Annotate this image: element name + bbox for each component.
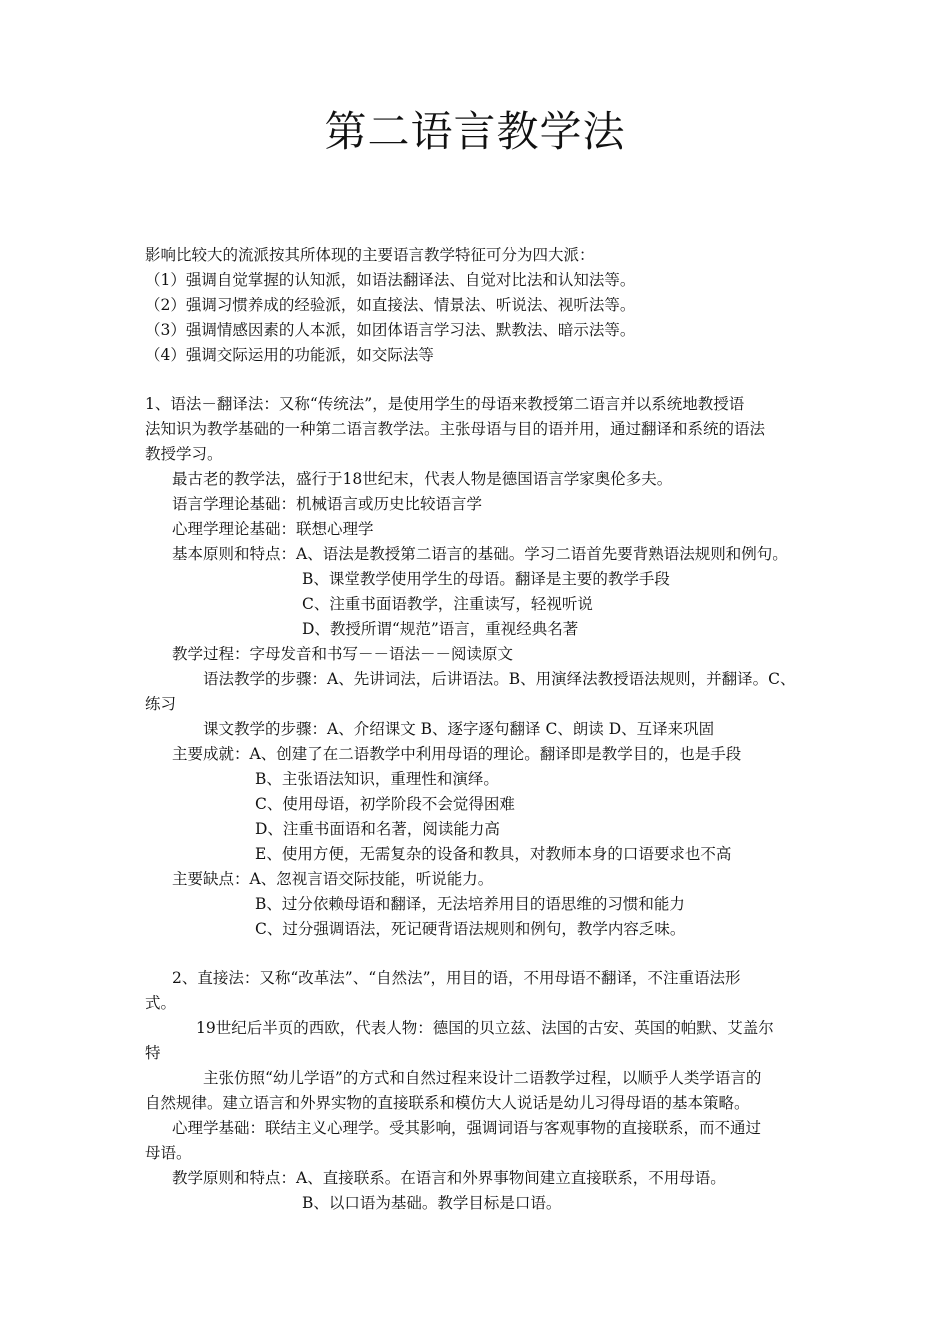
section2-heading-line-1: 2、直接法：又称“改革法”、“自然法”，用目的语，不用母语不翻译，不注重语法形 — [172, 969, 741, 987]
section1-heading-line-2: 法知识为教学基础的一种第二语言教学法。主张母语与目的语并用，通过翻译和系统的语法 — [145, 420, 766, 438]
section2-psychology-line-2: 母语。 — [145, 1144, 192, 1162]
section1-process: 教学过程：字母发音和书写－－语法－－阅读原文 — [172, 645, 514, 663]
page-title: 第二语言教学法 — [324, 107, 626, 156]
section2-principle-a: 教学原则和特点：A、直接联系。在语言和外界事物间建立直接联系，不用母语。 — [172, 1169, 726, 1187]
section2-claim-line-1: 主张仿照“幼儿学语”的方式和自然过程来设计二语教学过程，以顺乎人类学语言的 — [203, 1069, 762, 1087]
section2-claim-line-2: 自然规律。建立语言和外界实物的直接联系和模仿大人说话是幼儿习得母语的基本策略。 — [145, 1094, 750, 1112]
intro-lead: 影响比较大的流派按其所体现的主要语言教学特征可分为四大派： — [145, 246, 595, 264]
section1-grammar-steps-line-1: 语法教学的步骤：A、先讲词法，后讲语法。B、用演绎法教授语法规则，并翻译。C、 — [203, 670, 796, 688]
section2-psychology-line-1: 心理学基础：联结主义心理学。受其影响，强调词语与客观事物的直接联系，而不通过 — [172, 1119, 762, 1137]
section1-origin: 最古老的教学法，盛行于18世纪末，代表人物是德国语言学家奥伦多夫。 — [172, 470, 673, 488]
section2-heading-line-2: 式。 — [145, 994, 177, 1012]
section1-achievement-e: E、使用方便，无需复杂的设备和教具，对教师本身的口语要求也不高 — [255, 845, 732, 863]
section1-shortcoming-b: B、过分依赖母语和翻译，无法培养用目的语思维的习惯和能力 — [255, 895, 685, 913]
intro-item-4: （4）强调交际运用的功能派，如交际法等 — [145, 346, 434, 364]
section1-achievement-b: B、主张语法知识，重理性和演绎。 — [255, 770, 499, 788]
section1-heading-line-3: 教授学习。 — [145, 445, 223, 463]
section1-linguistics: 语言学理论基础：机械语言或历史比较语言学 — [172, 495, 483, 513]
section1-principle-a: 基本原则和特点：A、语法是教授第二语言的基础。学习二语首先要背熟语法规则和例句。 — [172, 545, 788, 563]
section1-heading-line-1: 1、语法－翻译法：又称“传统法”，是使用学生的母语来教授第二语言并以系统地教授语 — [145, 395, 745, 413]
section1-principle-d: D、教授所谓“规范”语言，重视经典名著 — [302, 620, 579, 638]
section1-grammar-steps-line-2: 练习 — [145, 695, 177, 713]
intro-item-3: （3）强调情感因素的人本派，如团体语言学习法、默教法、暗示法等。 — [145, 321, 636, 339]
intro-item-2: （2）强调习惯养成的经验派，如直接法、情景法、听说法、视听法等。 — [145, 296, 636, 314]
section2-principle-b: B、以口语为基础。教学目标是口语。 — [302, 1194, 562, 1212]
section1-shortcoming-a: 主要缺点：A、忽视言语交际技能，听说能力。 — [172, 870, 494, 888]
section1-achievement-d: D、注重书面语和名著，阅读能力高 — [255, 820, 500, 838]
section2-origin-line-1: 19世纪后半页的西欧，代表人物：德国的贝立兹、法国的古安、英国的帕默、艾盖尔 — [196, 1019, 774, 1037]
section1-text-steps: 课文教学的步骤：A、介绍课文 B、逐字逐句翻译 C、朗读 D、互译来巩固 — [203, 720, 715, 738]
section1-principle-c: C、注重书面语教学，注重读写，轻视听说 — [302, 595, 593, 613]
intro-item-1: （1）强调自觉掌握的认知派，如语法翻译法、自觉对比法和认知法等。 — [145, 271, 636, 289]
section1-shortcoming-c: C、过分强调语法，死记硬背语法规则和例句，教学内容乏味。 — [255, 920, 686, 938]
section1-psychology: 心理学理论基础：联想心理学 — [172, 520, 374, 538]
section1-principle-b: B、课堂教学使用学生的母语。翻译是主要的教学手段 — [302, 570, 670, 588]
section1-achievement-a: 主要成就：A、创建了在二语教学中利用母语的理论。翻译即是教学目的，也是手段 — [172, 745, 742, 763]
section1-achievement-c: C、使用母语，初学阶段不会觉得困难 — [255, 795, 515, 813]
section2-origin-line-2: 特 — [145, 1044, 161, 1062]
